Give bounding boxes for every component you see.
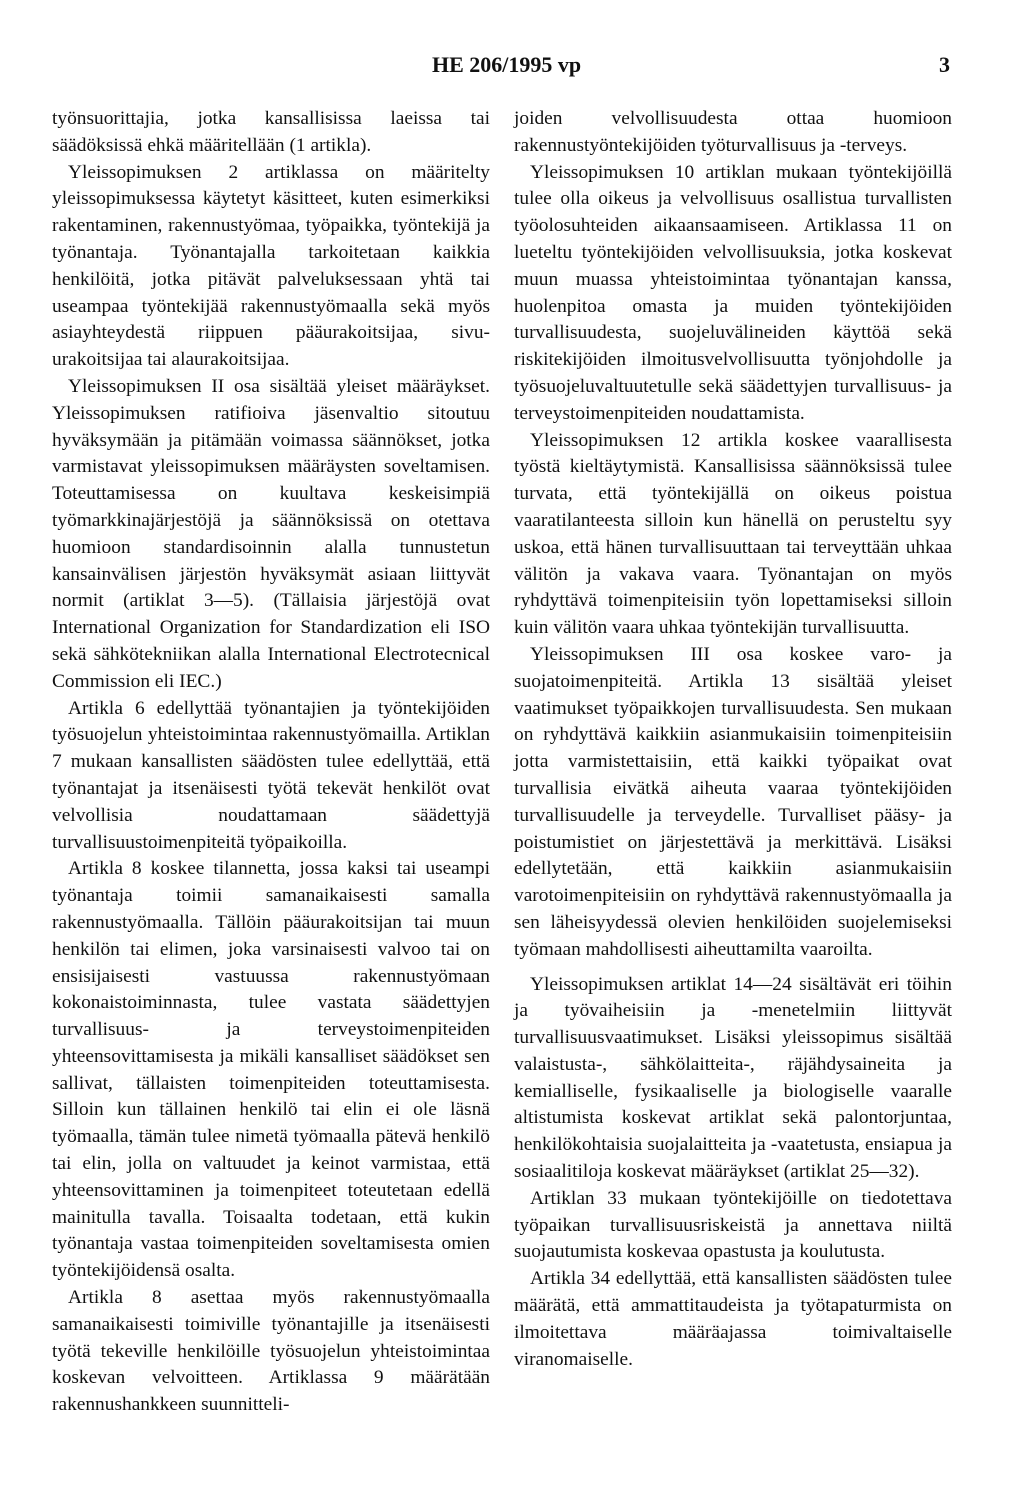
left-column (52, 106, 490, 1419)
paragraph: Artikla 8 asettaa myös rakennustyömaalla samanaikaisesti toimiville työnantajille ja itsenäisesti työtä tekeville henkilöille työsuojelun yhteistoimintaa koskevan velvoitteen. Artiklassa 9 määrätään rakennushankkeen suunnitteli- (52, 1287, 490, 1416)
paragraph: Artikla 34 edellyttää, että kansallisten säädösten tulee määrätä, että ammattitaudeista ja työtapaturmista on ilmoitettava määräajassa toimivaltaiselle viranomaiselle. (514, 1268, 952, 1370)
paragraph: työnsuorittajia, jotka kansallisissa laeissa tai säädöksissä ehkä määritellään (1 artikla). (52, 108, 490, 156)
paragraph: Artikla 8 koskee tilannetta, jossa kaksi tai useampi työnantaja toimii samanaikaisesti samalla rakennustyömaalla. Tällöin pääurakoitsijan tai muun henkilön tai elimen, joka varsinaisesti valvoo tai on ensisijaisesti vastuussa rakennustyömaan kokonaistoiminnasta, tulee vastata säädettyjen turvallisuus- ja terveystoimenpiteiden yhteensovittamisesta ja mikäli kansalliset säädökset sen sallivat, tällaisten toimenpiteiden toteuttamisesta. Silloin kun tällainen henkilö tai elin ei ole läsnä työmaalla, tämän tulee nimetä työmaalla pätevä henkilö tai elin, jolla on valtuudet ja keinot varmistaa, että yhteensovittaminen ja toimenpiteet toteutetaan edellä mainitulla tavalla. Toisaalta todetaan, että kukin työnantaja vastaa toimenpiteiden soveltamisesta omien työntekijöidensä osalta. (52, 858, 490, 1282)
document-title: HE 206/1995 vp (432, 52, 582, 77)
paragraph: Yleissopimuksen 2 artiklassa on määritelty yleissopimuksessa käytetyt käsitteet, kuten esimerkiksi rakentaminen, rakennustyömaa, työpaikka, työntekijä ja työnantaja. Työnantajalla tarkoitetaan kaikkia henkilöitä, jotka pitävät palveluksessaan yhtä tai useampaa työntekijää rakennustyömaalla sekä myös asiayhteydestä riippuen pääurakoitsijaa, sivu-urakoitsijaa tai alaurakoitsijaa. (52, 161, 490, 371)
paragraph: Yleissopimuksen artiklat 14—24 sisältävät eri töihin ja työvaiheisiin ja -menetelmiin liittyvät turvallisuusvaatimukset. Lisäksi yleissopimus sisältää valaistusta-, sähkölaitteita-, räjähdysaineita ja kemialliselle, fysikaaliselle ja biologiselle vaaralle altistumista koskevat artiklat sekä palontorjuntaa, henkilökohtaisia suojalaitteita ja -vaatetusta, ensiapua ja sosiaalitiloja koskevat määräykset (artiklat 25—32). (514, 973, 952, 1183)
paragraph: Yleissopimuksen 12 artikla koskee vaarallisesta työstä kieltäytymistä. Kansallisissa säännöksissä tulee turvata, että työntekijällä on oikeus poistua vaaratilanteesta silloin kun hänellä on perusteltu syy uskoa, että hänen turvallisuuttaan tai terveyttään uhkaa välitön ja vakava vaara. Työnantajan on myös ryhdyttävä toimenpiteisiin työn lopettamiseksi silloin kuin välitön vaara uhkaa työntekijän turvallisuutta. (514, 429, 952, 639)
paragraph: Yleissopimuksen II osa sisältää yleiset määräykset. Yleissopimuksen ratifioiva jäsenvaltio sitoutuu hyväksymään ja pitämään voimassa säännökset, jotka varmistavat yleissopimuksen määräysten soveltamisen. Toteuttamisessa on kuultava keskeisimpiä työmarkkinajärjestöjä ja säännöksissä on otettava huomioon standardisoinnin alalla tunnustetun kansainvälisen järjestön hyväksymät asiaan liittyvät normit (artiklat 3—5). (Tällaisia järjestöjä ovat International Organization for Standardization eli ISO sekä sähkötekniikan alalla International Electrotecnical Commission eli IEC.) (52, 375, 490, 692)
paragraph: Yleissopimuksen 10 artiklan mukaan työntekijöillä tulee olla oikeus ja velvollisuus osallistua turvallisten työolosuhteiden aikaansaamiseen. Artiklassa 11 on lueteltu työntekijöiden velvollisuuksia, jotka koskevat muun muassa yhteistoimintaa työnantajan kanssa, huolenpitoa omasta ja muiden työntekijöiden turvallisuudesta, suojeluvälineiden käyttöä sekä riskitekijöiden ilmoitusvelvollisuutta työnjohdolle ja työsuojeluvaltuutetulle sekä säädettyjen turvallisuus- ja terveystoimenpiteiden noudattamista. (514, 161, 952, 424)
paragraph: Artiklan 33 mukaan työntekijöille on tiedotettava työpaikan turvallisuusriskeistä ja annettava niiltä suojautumista koskevaa opastusta ja koulutusta. (514, 1187, 952, 1263)
right-column (514, 106, 952, 1373)
paragraph: Yleissopimuksen III osa koskee varo- ja suojatoimenpiteitä. Artikla 13 sisältää yleiset vaatimukset työpaikkojen turvallisuudesta. Sen mukaan on ryhdyttävä kaikkiin asianmukaisiin toimenpiteisiin jotta varmistettaisiin, että kaikki työpaikat ovat turvallisia eivätkä aiheuta vaaraa työntekijöiden turvallisuudelle ja terveydelle. Turvalliset pääsy- ja poistumistiet on järjestettävä ja merkittävä. Lisäksi edellytetään, että kaikkiin asianmukaisiin varotoimenpiteisiin on ryhdyttävä rakennustyömaalla ja sen läheisyydessä olevien henkilöiden suojelemiseksi työmaan mahdollisesti aiheuttamilta vaaroilta. (514, 643, 952, 960)
paragraph: joiden velvollisuudesta ottaa huomioon rakennustyöntekijöiden työturvallisuus ja -terveys. (514, 108, 952, 156)
paragraph: Artikla 6 edellyttää työnantajien ja työntekijöiden työsuojelun yhteistoimintaa rakennustyömailla. Artiklan 7 mukaan kansallisten säädösten tulee edellyttää, että työnantajat ja itsenäisesti työtä tekevät henkilöt ovat velvollisia noudattamaan säädettyjä turvallisuustoimenpiteitä työpaikoilla. (52, 697, 490, 853)
page-header (0, 44, 1024, 84)
page-number: 3 (939, 52, 950, 77)
